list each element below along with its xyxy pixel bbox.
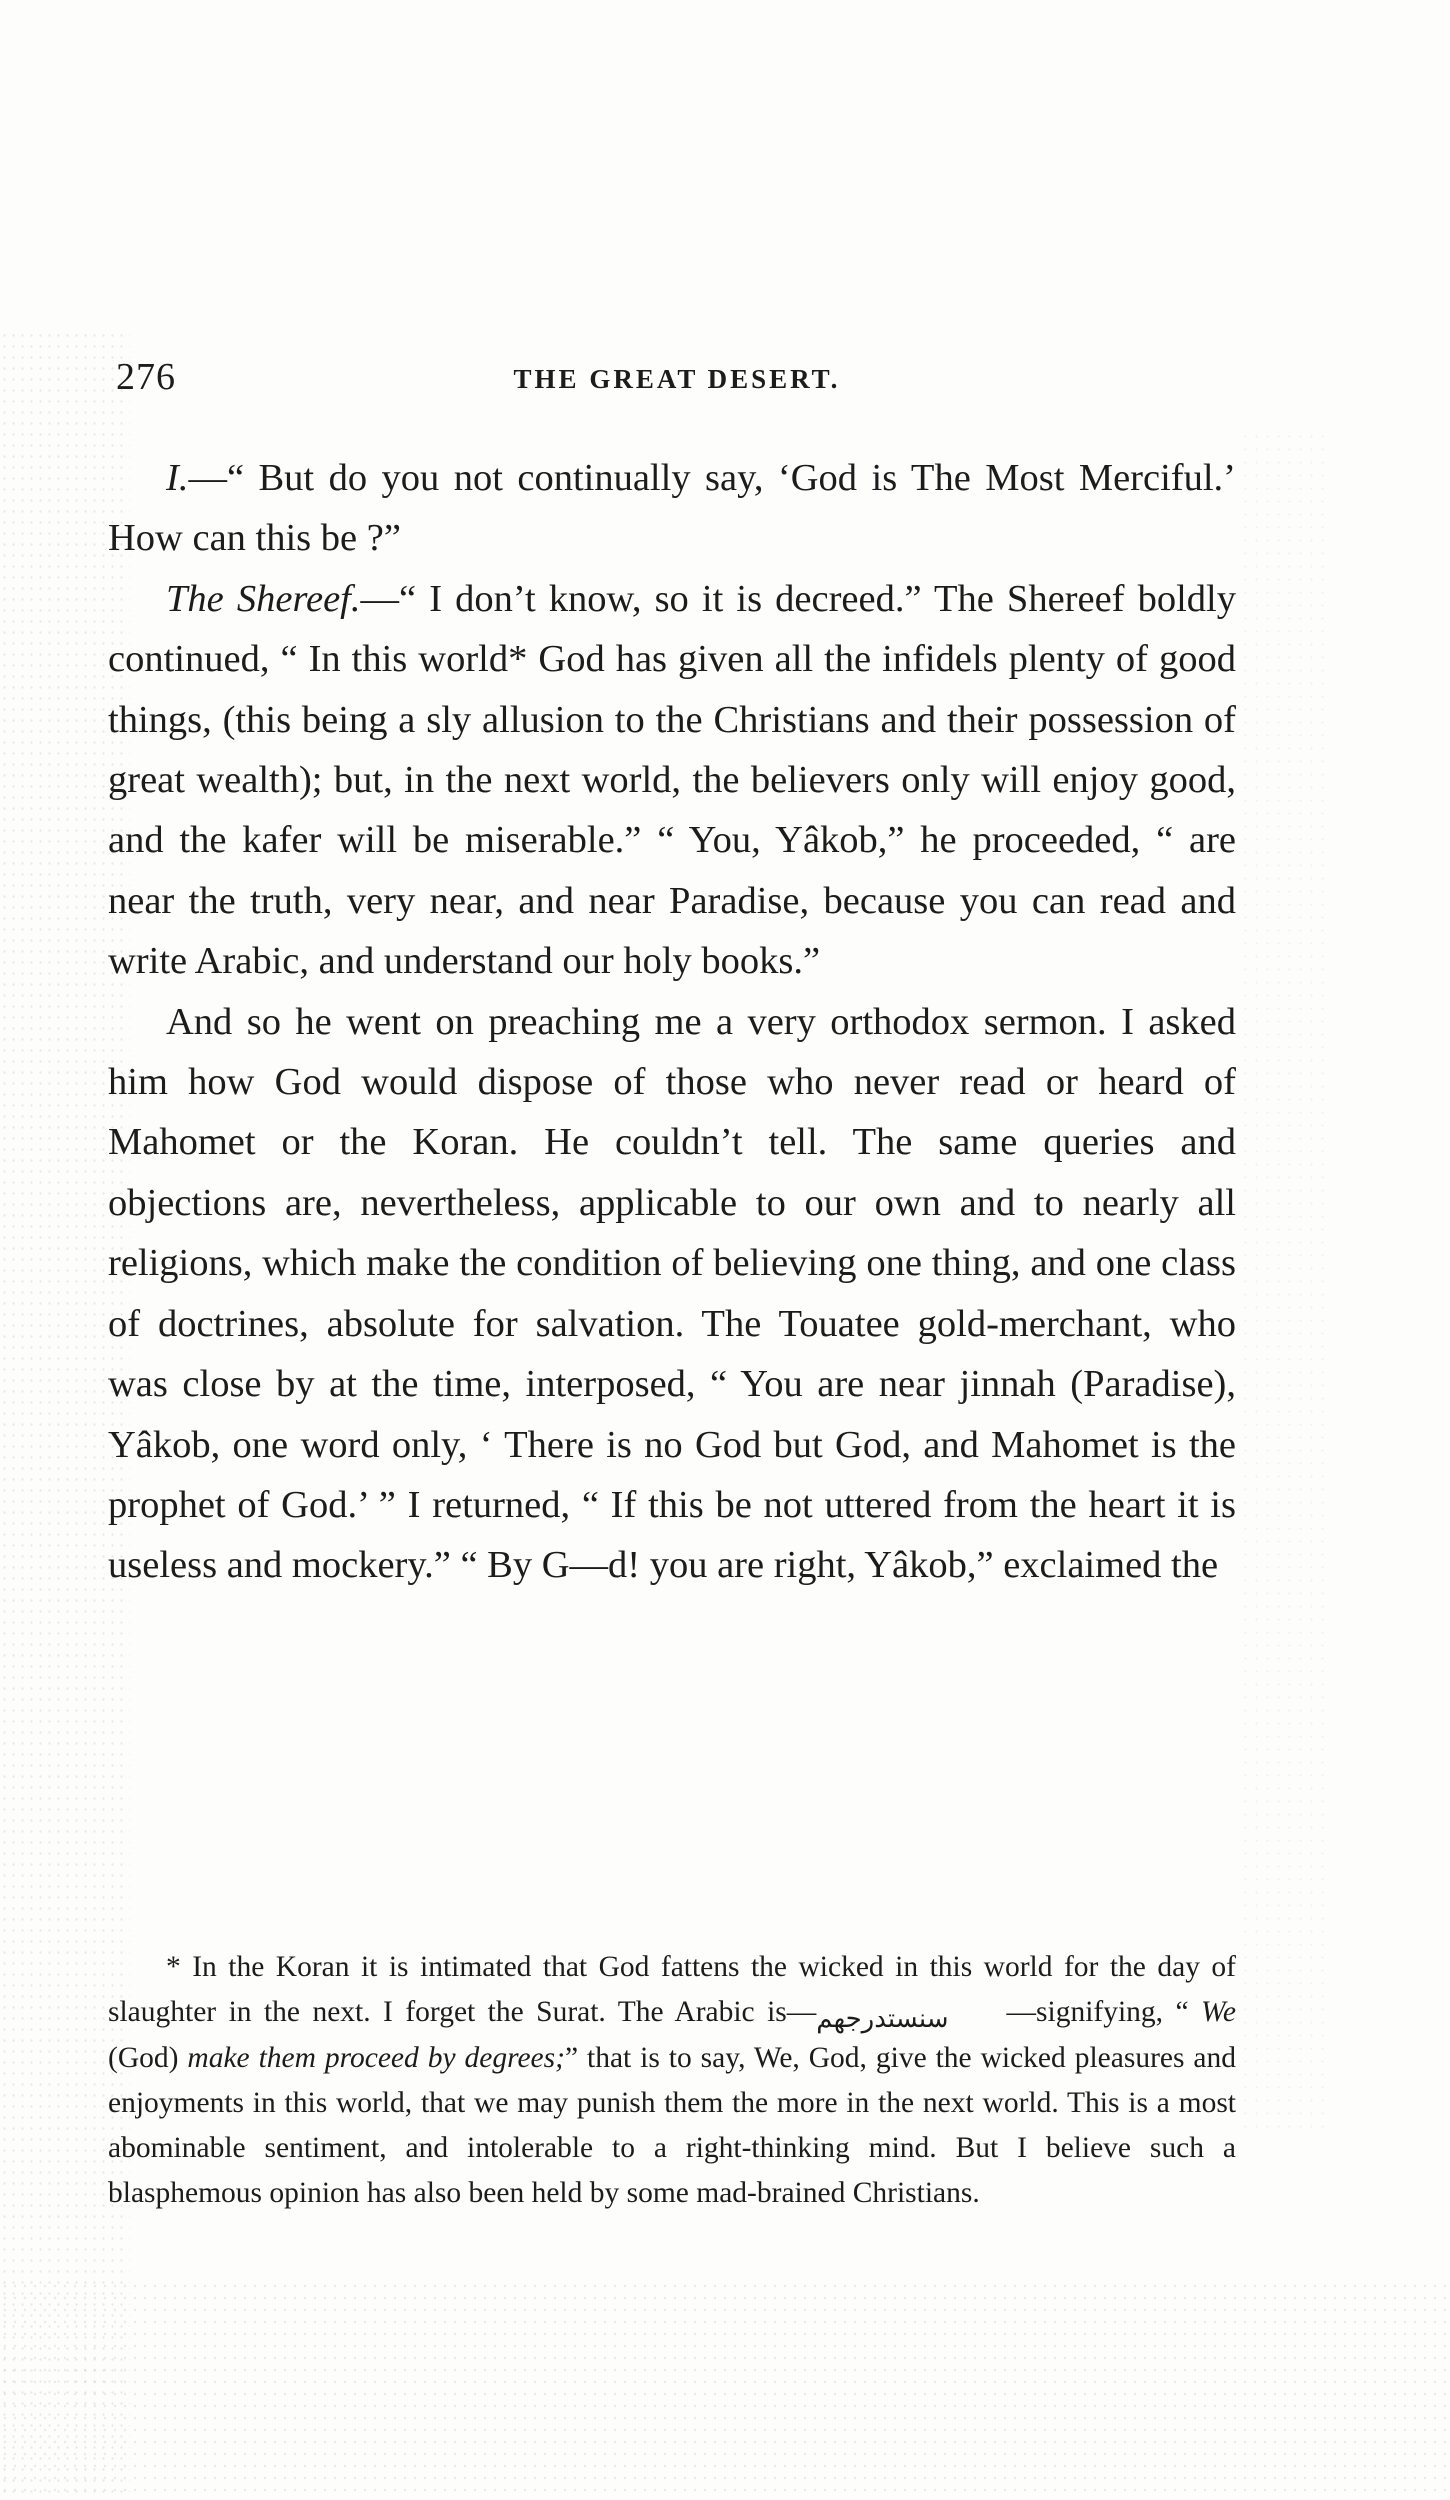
speaker-label: I.	[166, 457, 189, 499]
footnote-text: (God)	[108, 2042, 188, 2074]
speaker-label: The Shereef.	[166, 577, 361, 620]
paragraph-text: And so he went on preaching me a very orthodox sermon. I asked him how God would dispose of those who never read or heard of Mahomet or the Koran. He couldn’t tell. The same queries and objections are, nevertheless, applicable to our own and to nearly all religions, which make the condition of believing one thing, and one class of doctrines, absolute for salvation. The Touatee gold-merchant, who was close by at the time, interposed, “ You are near jinnah (Paradise), Yâkob, one word only, ‘ There is no God but God, and Mahomet is the prophet of God.’ ” I returned, “ If this be not uttered from the heart it is useless and mockery.” “ By G—d! you are right, Yâkob,” exclaimed the	[108, 1000, 1236, 1587]
scan-noise-bottom	[0, 2280, 1450, 2500]
arabic-word: سنستدرجهم	[816, 2004, 949, 2034]
paragraph-text: —“ I don’t know, so it is decreed.” The Shereef boldly continued, “ In this world* God has given all the infidels plenty of good things, (this being a sly allusion to the Christians and their possession of great wealth); but, in the next world, the believers only will enjoy good, and the kafer will be miserable.” “ You, Yâkob,” he proceeded, “ are near the truth, very near, and near Paradise, because you can read and write Arabic, and understand our holy books.”	[108, 577, 1236, 983]
footnote-text: ” that is to say, We, God, give the wicked pleasures and enjoyments in this world, that we may punish them the more in the next world. This is a most abominable sentiment, and intolerable to a right-thinking mind. But I believe such a blasphemous opinion has also been held by some mad-brained Christians.	[108, 2042, 1236, 2209]
paragraph-2	[108, 569, 1236, 992]
running-title: THE GREAT DESERT.	[513, 364, 841, 394]
footnote-italic: make them proceed by degrees;	[187, 2042, 565, 2074]
footnote-text: * In the Koran it is intimated that God fattens the wicked in this world for the day of slaughter in the next. I forget the Surat. The Arabic is—	[108, 1951, 1236, 2028]
page-number: 276	[116, 356, 176, 398]
footnote	[108, 1945, 1236, 2216]
scan-noise-right	[1240, 430, 1330, 2130]
footnote-italic: We	[1201, 1996, 1236, 2028]
paragraph-3	[108, 992, 1236, 1596]
running-head	[116, 352, 1238, 402]
footnote-text: —signifying, “	[1006, 1996, 1202, 2028]
paragraph-text: —“ But do you not continually say, ‘God is The Most Merciful.’ How can this be ?”	[108, 457, 1236, 560]
paragraph-1	[108, 448, 1236, 569]
body-text	[108, 448, 1236, 1596]
